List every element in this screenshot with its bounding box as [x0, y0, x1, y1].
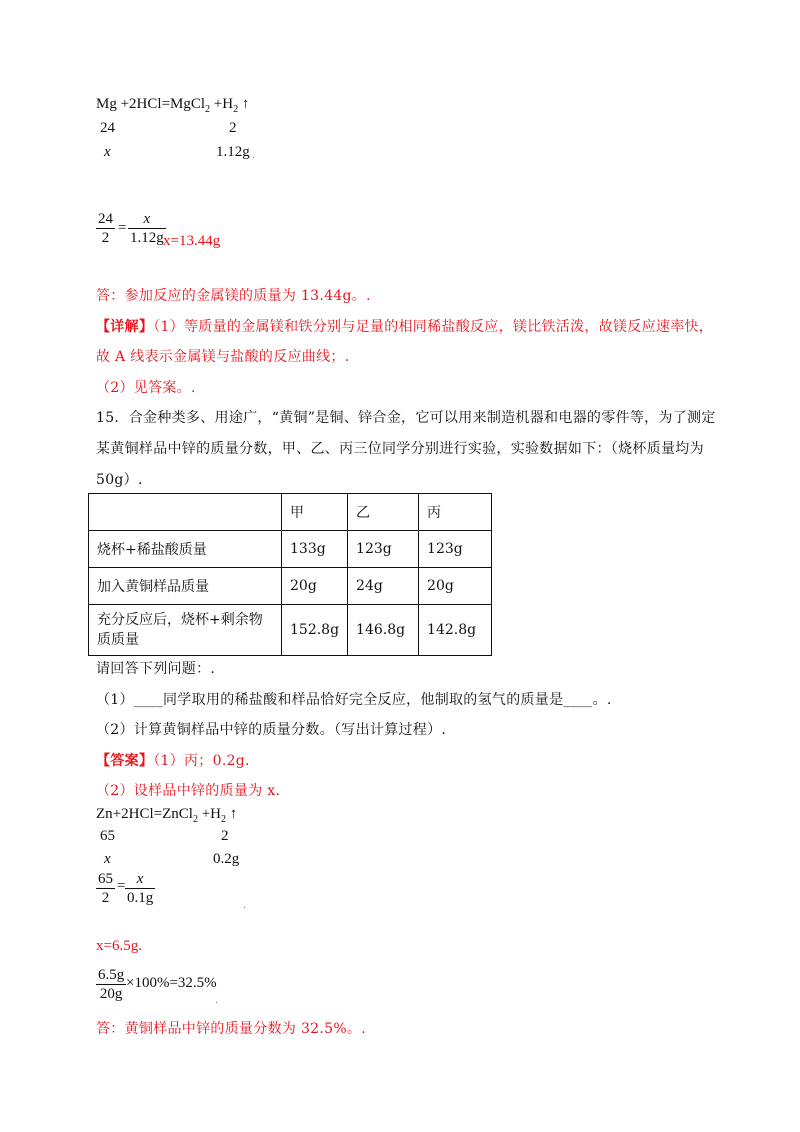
answer-mg-mass: 答：参加反应的金属镁的质量为 13.44g。.	[96, 288, 371, 304]
table-cell: 20g	[419, 568, 492, 605]
frac3-rest: ×100%=32.5%	[126, 975, 217, 991]
equation-mg-hcl	[96, 96, 249, 115]
fraction-24-2	[96, 210, 115, 247]
detail-text-1: （1）等质量的金属镁和铁分别与足量的相同稀盐酸反应，镁比铁活泼，故镁反应速率快，	[153, 319, 714, 335]
q15-line-3: 50g）.	[96, 472, 143, 488]
eq2-var-val: 0.2g	[213, 851, 240, 867]
frac2-equals: =	[117, 878, 126, 894]
table-header-cell: 乙	[348, 494, 419, 531]
frac2-den: 2	[101, 890, 110, 906]
eq1-mgcl-sub: 2	[205, 104, 211, 115]
frac2-trail: .	[243, 900, 247, 911]
answer-text-1: （1）丙；0.2g.	[153, 753, 250, 769]
eq1-ratio-b: 2	[229, 120, 237, 136]
table-header-cell: 丙	[419, 494, 492, 531]
answer-tag: 【答案】	[96, 753, 154, 769]
eq1-left: Mg +2HCl	[96, 96, 162, 112]
eq2-ratio-b: 2	[221, 828, 229, 844]
table-cell: 123g	[419, 531, 492, 568]
frac2-den2: 0.1g	[127, 890, 154, 906]
eq1-equals: =	[161, 96, 171, 112]
answer-line-2: （2）设样品中锌的质量为 x.	[96, 783, 281, 799]
detail-tag: 【详解】	[96, 319, 154, 335]
eq2-equals: =	[153, 806, 163, 822]
questions-intro: 请回答下列问题：.	[96, 661, 216, 677]
eq2-left: Zn+2HCl	[96, 806, 154, 822]
experiment-data-table	[88, 493, 492, 656]
eq1-ratio-a: 24	[100, 120, 115, 136]
up-arrow-icon: ↑	[238, 96, 250, 112]
table-cell: 146.8g	[348, 605, 419, 656]
table-cell: 加入黄铜样品质量	[89, 568, 282, 605]
detail-line-3: （2）见答案。.	[96, 380, 196, 396]
fraction-65-2	[96, 870, 115, 907]
answer-zn-fraction: 答：黄铜样品中锌的质量分数为 32.5%。.	[96, 1021, 366, 1037]
frac1-num: 24	[98, 211, 113, 227]
eq1-var-val: 1.12g	[216, 144, 250, 160]
table-cell: 烧杯+稀盐酸质量	[89, 531, 282, 568]
eq2-ratio-a: 65	[100, 828, 115, 844]
answer-line-1	[96, 750, 250, 770]
table-cell: 24g	[348, 568, 419, 605]
table-row	[89, 605, 492, 656]
frac1-num2: x	[128, 210, 166, 229]
frac3-num: 6.5g	[98, 967, 125, 983]
eq1-plus-h: +H	[210, 96, 234, 112]
fraction-x-01	[125, 870, 155, 907]
table-cell: 152.8g	[282, 605, 348, 656]
frac1-den: 2	[101, 230, 110, 246]
question-2: （2）计算黄铜样品中锌的质量分数。（写出计算过程）.	[96, 722, 447, 738]
eq2-plus-h: +H	[197, 806, 221, 822]
equation-zn-hcl	[96, 806, 237, 825]
table-cell: 20g	[282, 568, 348, 605]
eq1-trail: .	[252, 150, 256, 161]
frac1-den2: 1.12g	[130, 230, 164, 246]
frac2-num: 65	[98, 871, 113, 887]
frac3-trail: .	[215, 995, 219, 1006]
table-header-cell: 甲	[282, 494, 348, 531]
table-cell: 充分反应后，烧杯+剩余物质质量	[89, 605, 282, 656]
question-1: （1）____同学取用的稀盐酸和样品恰好完全反应，他制取的氢气的质量是____。.	[96, 692, 612, 708]
table-cell: 133g	[282, 531, 348, 568]
q15-line-2: 某黄铜样品中锌的质量分数，甲、乙、丙三位同学分别进行实验，实验数据如下：（烧杯质量均为	[96, 441, 704, 457]
fraction-x-112	[128, 210, 166, 247]
table-header-cell	[89, 494, 282, 531]
frac1-result: x=13.44g	[163, 233, 221, 249]
up-arrow-icon: ↑	[226, 806, 238, 822]
detail-line-2: 故 A 线表示金属镁与盐酸的反应曲线；.	[96, 349, 350, 365]
frac1-equals: =	[118, 220, 127, 236]
table-row	[89, 531, 492, 568]
table-header-row	[89, 494, 492, 531]
table-cell: 142.8g	[419, 605, 492, 656]
q15-line-1: 15．合金种类多、用途广，“黄铜”是铜、锌合金，它可以用来制造机器和电器的零件等，为了测定	[96, 410, 716, 426]
eq2-zncl-sub: 2	[192, 814, 198, 825]
eq2-h-sub: 2	[221, 814, 226, 825]
eq2-var-x: x	[104, 851, 111, 867]
table-row	[89, 568, 492, 605]
detail-line-1	[96, 316, 713, 336]
fraction-65g-20g	[96, 966, 126, 1003]
x-result: x=6.5g.	[96, 938, 142, 954]
eq1-h-sub: 2	[233, 104, 239, 115]
eq1-mgcl: MgCl	[170, 96, 206, 112]
frac2-num2: x	[125, 870, 155, 889]
frac3-den: 20g	[99, 986, 123, 1002]
eq1-var-x: x	[104, 144, 111, 160]
table-cell: 123g	[348, 531, 419, 568]
eq2-zncl: ZnCl	[162, 806, 193, 822]
